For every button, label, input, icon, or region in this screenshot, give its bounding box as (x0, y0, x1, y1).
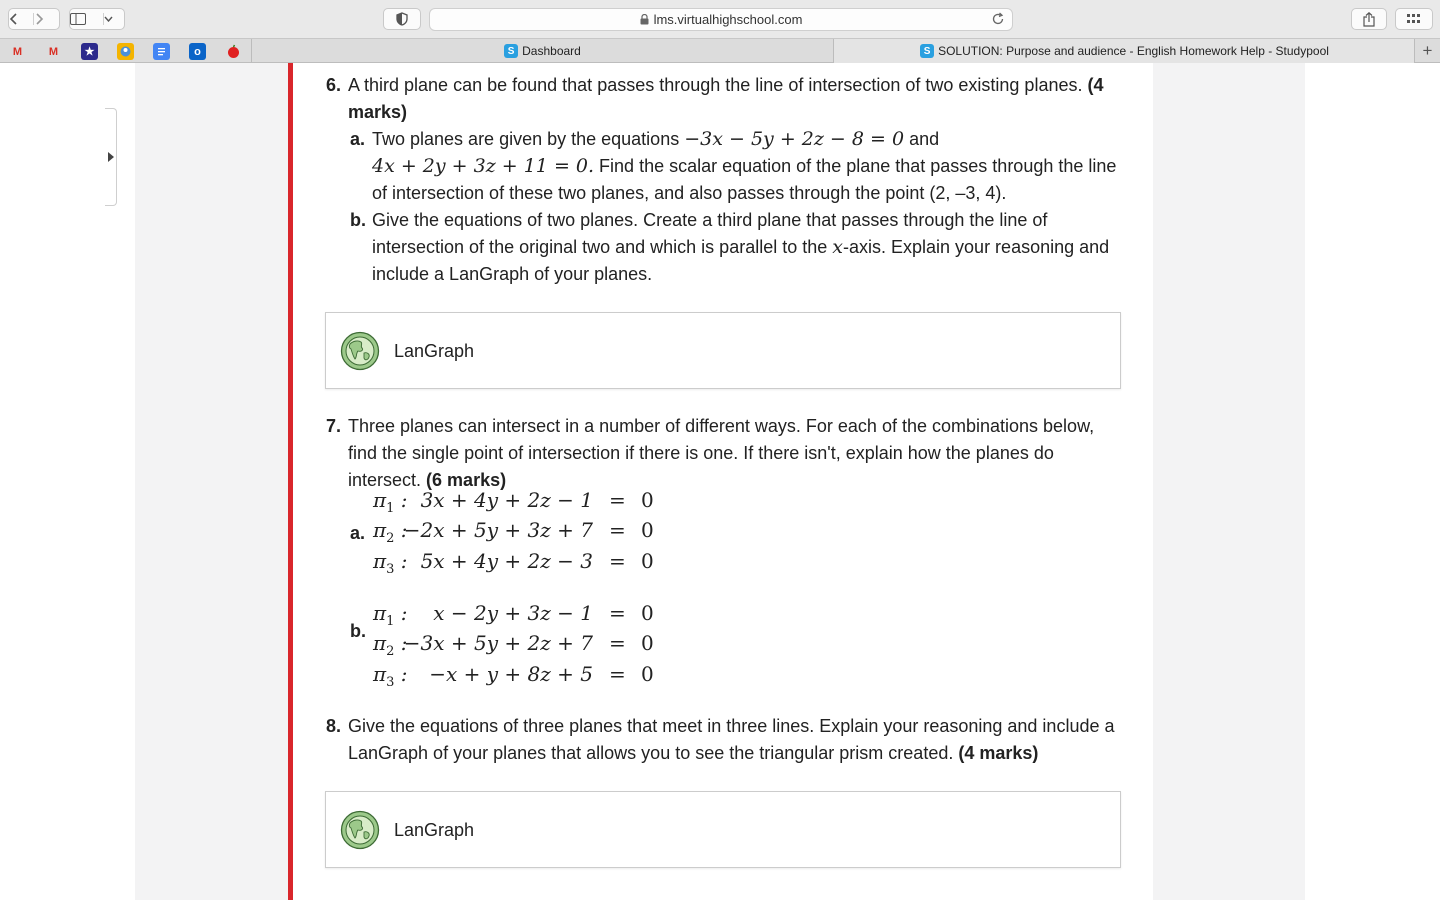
conjunction: and (909, 129, 940, 149)
equals-sign: = (609, 662, 626, 686)
plus-icon: + (1422, 41, 1433, 60)
question-text (348, 713, 1118, 767)
course-nav-toggle[interactable] (105, 108, 117, 206)
plane-symbol: $\pi_2$ : (373, 631, 408, 659)
back-icon[interactable] (9, 13, 34, 25)
lesson-content (293, 63, 1153, 900)
url-text: lms.virtualhighschool.com (653, 12, 803, 27)
part-body: Give the equations of two planes. Create a third plane that passes through the line of intersection of the original two and which is parallel to the (372, 210, 1048, 257)
equals-sign: = (609, 488, 626, 512)
equation-rhs: 0 (641, 488, 654, 512)
part-label: a. (350, 523, 366, 543)
equals-sign: = (609, 518, 626, 542)
question-text (348, 413, 1118, 494)
equation-lhs: −x + y + 8z + 5 (429, 662, 593, 686)
pi-symbol: π (373, 549, 387, 573)
tab-dashboard[interactable] (251, 39, 833, 63)
part-body: -axis. Explain your reasoning and include a LanGraph of your planes. (372, 237, 1110, 284)
equation-rhs: 0 (641, 549, 654, 573)
forward-icon[interactable] (34, 13, 59, 25)
equation-row (373, 662, 663, 692)
plane-index: 3 (386, 675, 395, 690)
studypool-icon: S (920, 44, 934, 58)
reload-icon[interactable] (991, 12, 1005, 26)
privacy-shield-button[interactable] (383, 8, 421, 30)
langraph-label: LanGraph (394, 341, 475, 361)
question-body: A third plane can be found that passes through the line of intersection of two existing planes. (348, 75, 1083, 95)
langraph-widget[interactable] (325, 791, 1121, 868)
new-tab-button[interactable] (1414, 39, 1440, 63)
equation-lhs: x − 2y + 3z − 1 (433, 601, 593, 625)
tab-label: SOLUTION: Purpose and audience - English Homework Help - Studypool (938, 44, 1329, 58)
equation-rhs: 0 (641, 601, 654, 625)
equation-row (373, 601, 663, 631)
tab-overview-button[interactable] (1395, 8, 1433, 30)
question-body: Give the equations of three planes that meet in three lines. Explain your reasoning and include a LanGraph of your planes that allows you to see the triangular prism created. (348, 716, 1115, 763)
gmail-icon[interactable]: M (12, 45, 23, 58)
plane-index: 3 (386, 562, 395, 577)
sidebar-icon (70, 13, 104, 25)
part-text (372, 207, 1122, 288)
shield-icon (396, 12, 408, 26)
studypool-icon: S (504, 44, 518, 58)
nav-buttons (8, 8, 60, 30)
variable: x (832, 236, 843, 258)
question-body: Three planes can intersect in a number of different ways. For each of the combinations below, find the single point of intersection if there is one. If there isn't, explain how the planes do intersect. (348, 416, 1095, 490)
chevron-right-icon (108, 152, 114, 162)
left-margin (135, 63, 288, 900)
equals-sign: = (609, 601, 626, 625)
plane-symbol: $\pi_1$ : (373, 488, 408, 516)
grid-icon (1407, 14, 1421, 24)
sidebar-toggle-button[interactable] (69, 8, 125, 30)
outlook-icon[interactable]: o (189, 43, 206, 60)
star-badge-icon[interactable]: ★ (81, 43, 98, 60)
equation-lhs: −3x + 5y + 2z + 7 (403, 631, 593, 655)
pi-symbol: π (373, 518, 387, 542)
pi-symbol: π (373, 601, 387, 625)
pi-symbol: π (373, 662, 387, 686)
plane-symbol: $\pi_2$ : (373, 518, 408, 546)
globe-icon (340, 810, 380, 850)
plane-symbol: $\pi_3$ : (373, 662, 408, 690)
equation-row (373, 631, 663, 661)
equation-row (373, 518, 663, 548)
docs-icon[interactable] (153, 43, 170, 60)
equation-rhs: 0 (641, 662, 654, 686)
question-number: 6. (326, 75, 342, 95)
equation-rhs: 0 (641, 631, 654, 655)
lock-icon (640, 14, 649, 25)
marks: (6 marks) (426, 470, 507, 490)
equals-sign: = (609, 549, 626, 573)
equals-sign: = (609, 631, 626, 655)
address-bar[interactable] (429, 8, 1013, 31)
pi-symbol: π (373, 488, 387, 512)
plane-index: 2 (386, 644, 395, 659)
marks: (4 marks) (348, 75, 1104, 122)
tab-studypool[interactable] (833, 39, 1415, 63)
equation-lhs: −2x + 5y + 3z + 7 (403, 518, 593, 542)
app-icon[interactable] (117, 43, 134, 60)
equation-lhs: 3x + 4y + 2z − 1 (420, 488, 593, 512)
langraph-label: LanGraph (394, 820, 475, 840)
pi-symbol: π (373, 631, 387, 655)
browser-toolbar (0, 0, 1440, 38)
part-label: b. (350, 210, 366, 230)
tab-label: Dashboard (522, 44, 581, 58)
tab-bar (0, 38, 1440, 63)
equation: 4x + 2y + 3z + 11 = 0. (372, 155, 595, 177)
equation-rhs: 0 (641, 518, 654, 542)
gmail-icon[interactable]: M (48, 45, 59, 58)
apple-icon[interactable] (225, 43, 242, 60)
part-label: b. (350, 621, 366, 641)
part-body: Two planes are given by the equations (372, 129, 680, 149)
marks: (4 marks) (958, 743, 1039, 763)
system-a (373, 488, 663, 580)
plane-index: 1 (386, 501, 395, 516)
equation-row (373, 488, 663, 518)
system-b (373, 601, 663, 693)
page (0, 63, 1440, 900)
equation: −3x − 5y + 2z − 8 = 0 (684, 128, 905, 150)
share-button[interactable] (1351, 8, 1387, 30)
plane-index: 2 (386, 531, 395, 546)
part-label: a. (350, 129, 366, 149)
question-number: 8. (326, 716, 342, 736)
equation-lhs: 5x + 4y + 2z − 3 (420, 549, 593, 573)
question-number: 7. (326, 416, 342, 436)
plane-index: 1 (386, 614, 395, 629)
part-text (372, 126, 1122, 207)
plane-symbol: $\pi_1$ : (373, 601, 408, 629)
right-margin (1153, 63, 1305, 900)
question-text (348, 72, 1118, 126)
chevron-down-icon[interactable] (104, 16, 124, 22)
langraph-widget[interactable] (325, 312, 1121, 389)
equation-row (373, 549, 663, 579)
part-body: Find the scalar equation of the plane that passes through the line of intersection of these two planes, and also passes through the point (2, –3, 4). (372, 156, 1117, 203)
share-icon (1363, 12, 1375, 27)
plane-symbol: $\pi_3$ : (373, 549, 408, 577)
globe-icon (340, 331, 380, 371)
